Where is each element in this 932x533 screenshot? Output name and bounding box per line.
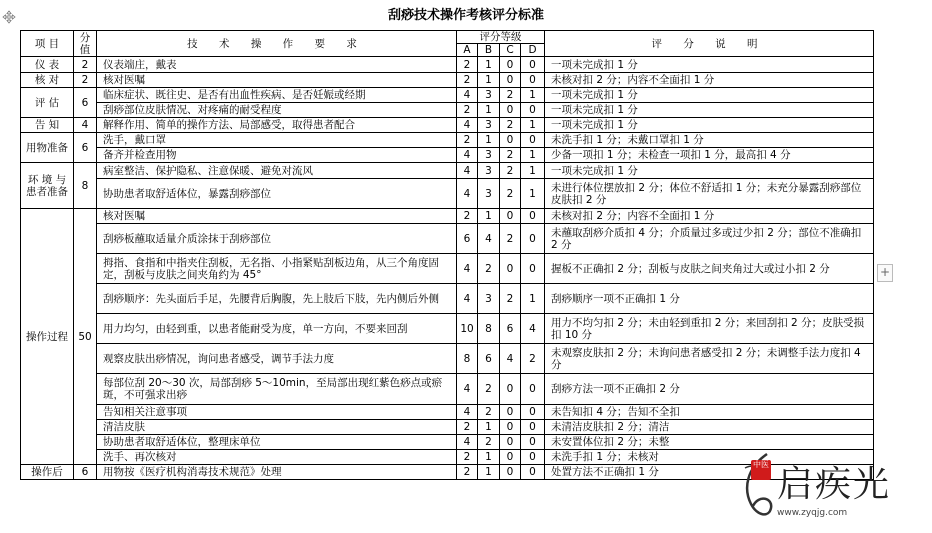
header-item: 项 目 [21, 31, 74, 57]
table-row [21, 163, 874, 179]
grade-c-cell: 0 [500, 374, 521, 405]
score-cell: 2 [74, 57, 97, 73]
requirement-cell: 核对医嘱 [97, 209, 457, 224]
requirement-cell: 临床症状、既往史、是否有出血性疾病、是否妊娠或经期 [97, 88, 457, 103]
watermark-seal: 中医 [751, 460, 771, 480]
header-grade-c: C [500, 44, 521, 57]
grade-c-cell: 4 [500, 344, 521, 374]
item-cell: 用物准备 [21, 133, 74, 163]
grade-d-cell: 0 [521, 450, 545, 465]
explanation-cell: 未清洁皮肤扣 2 分；清洁 [545, 420, 874, 435]
grade-b-cell: 1 [478, 57, 500, 73]
explanation-cell: 一项未完成扣 1 分 [545, 88, 874, 103]
grade-a-cell: 2 [457, 73, 478, 88]
grade-a-cell: 2 [457, 420, 478, 435]
table-row [21, 254, 874, 284]
grade-b-cell: 1 [478, 133, 500, 148]
table-row [21, 420, 874, 435]
grade-d-cell: 1 [521, 179, 545, 209]
requirement-cell: 观察皮肤出痧情况，询问患者感受，调节手法力度 [97, 344, 457, 374]
grade-a-cell: 4 [457, 118, 478, 133]
grade-c-cell: 2 [500, 118, 521, 133]
requirement-cell: 刮痧顺序：先头面后手足，先腰背后胸腹，先上肢后下肢，先内侧后外侧 [97, 284, 457, 314]
table-row [21, 179, 874, 209]
score-cell: 4 [74, 118, 97, 133]
grade-c-cell: 0 [500, 420, 521, 435]
explanation-cell: 用力不均匀扣 2 分；未由轻到重扣 2 分；来回刮扣 2 分；皮肤受损扣 10 分 [545, 314, 874, 344]
grade-d-cell: 1 [521, 148, 545, 163]
grade-c-cell: 0 [500, 209, 521, 224]
header-grade-b: B [478, 44, 500, 57]
requirement-cell: 告知相关注意事项 [97, 405, 457, 420]
grade-a-cell: 4 [457, 254, 478, 284]
item-cell: 评 估 [21, 88, 74, 118]
explanation-cell: 未洗手扣 1 分；未戴口罩扣 1 分 [545, 133, 874, 148]
header-grade-group: 评分等级 [457, 31, 545, 44]
grade-c-cell: 0 [500, 405, 521, 420]
grade-c-cell: 6 [500, 314, 521, 344]
requirement-cell: 每部位刮 20～30 次，局部刮痧 5～10min，至局部出现红紫色痧点或瘀斑，不可强求出痧 [97, 374, 457, 405]
grade-c-cell: 2 [500, 179, 521, 209]
table-row [21, 314, 874, 344]
watermark-brand: 启疾光 [777, 464, 892, 505]
requirement-cell: 洗手、再次核对 [97, 450, 457, 465]
grade-c-cell: 0 [500, 103, 521, 118]
grade-b-cell: 1 [478, 465, 500, 480]
grade-c-cell: 0 [500, 450, 521, 465]
header-score: 分值 [74, 31, 97, 57]
explanation-cell: 未告知扣 4 分；告知不全扣 [545, 405, 874, 420]
grade-b-cell: 3 [478, 284, 500, 314]
requirement-cell: 刮痧部位皮肤情况、对疼痛的耐受程度 [97, 103, 457, 118]
requirement-cell: 协助患者取舒适体位，整理床单位 [97, 435, 457, 450]
table-row [21, 405, 874, 420]
explanation-cell: 未安置体位扣 2 分；未整 [545, 435, 874, 450]
explanation-cell: 一项未完成扣 1 分 [545, 103, 874, 118]
table-row [21, 103, 874, 118]
grade-c-cell: 2 [500, 163, 521, 179]
item-cell: 环 境 与 患者准备 [21, 163, 74, 209]
grade-b-cell: 2 [478, 405, 500, 420]
explanation-cell: 未洗手扣 1 分；未核对 [545, 450, 874, 465]
explanation-cell: 未蘸取刮痧介质扣 4 分；介质量过多或过少扣 2 分；部位不准确扣 2 分 [545, 224, 874, 254]
grade-c-cell: 0 [500, 133, 521, 148]
scoring-table [20, 30, 874, 480]
table-row [21, 374, 874, 405]
score-cell: 6 [74, 133, 97, 163]
grade-d-cell: 0 [521, 465, 545, 480]
grade-a-cell: 8 [457, 344, 478, 374]
item-cell: 操作后 [21, 465, 74, 480]
table-row [21, 284, 874, 314]
grade-d-cell: 0 [521, 209, 545, 224]
watermark-url: www.zyqjg.com [777, 508, 848, 518]
table-row [21, 88, 874, 103]
grade-a-cell: 2 [457, 103, 478, 118]
item-cell: 仪 表 [21, 57, 74, 73]
grade-d-cell: 0 [521, 133, 545, 148]
grade-d-cell: 0 [521, 254, 545, 284]
requirement-cell: 仪表端庄，戴表 [97, 57, 457, 73]
grade-c-cell: 0 [500, 73, 521, 88]
table-row [21, 209, 874, 224]
explanation-cell: 一项未完成扣 1 分 [545, 163, 874, 179]
item-cell: 核 对 [21, 73, 74, 88]
header-requirement: 技 术 操 作 要 求 [97, 31, 457, 57]
explanation-cell: 一项未完成扣 1 分 [545, 57, 874, 73]
grade-d-cell: 1 [521, 88, 545, 103]
score-cell: 50 [74, 209, 97, 465]
explanation-cell: 少备一项扣 1 分；未检查一项扣 1 分，最高扣 4 分 [545, 148, 874, 163]
grade-b-cell: 4 [478, 224, 500, 254]
grade-a-cell: 2 [457, 465, 478, 480]
grade-b-cell: 2 [478, 435, 500, 450]
requirement-cell: 备齐并检查用物 [97, 148, 457, 163]
grade-b-cell: 3 [478, 88, 500, 103]
grade-d-cell: 0 [521, 57, 545, 73]
grade-a-cell: 4 [457, 374, 478, 405]
document-title: 刮痧技术操作考核评分标准 [387, 8, 544, 23]
table-row [21, 465, 874, 480]
grade-d-cell: 1 [521, 163, 545, 179]
grade-c-cell: 2 [500, 224, 521, 254]
item-cell: 操作过程 [21, 209, 74, 465]
table-row [21, 450, 874, 465]
grade-a-cell: 4 [457, 148, 478, 163]
grade-b-cell: 1 [478, 209, 500, 224]
requirement-cell: 刮痧板蘸取适量介质涂抹于刮痧部位 [97, 224, 457, 254]
table-row [21, 118, 874, 133]
grade-a-cell: 4 [457, 405, 478, 420]
grade-b-cell: 3 [478, 179, 500, 209]
grade-c-cell: 0 [500, 57, 521, 73]
score-cell: 8 [74, 163, 97, 209]
score-cell: 6 [74, 465, 97, 480]
grade-d-cell: 0 [521, 73, 545, 88]
explanation-cell: 未核对扣 2 分；内容不全面扣 1 分 [545, 209, 874, 224]
requirement-cell: 协助患者取舒适体位，暴露刮痧部位 [97, 179, 457, 209]
grade-a-cell: 4 [457, 163, 478, 179]
explanation-cell: 处置方法不正确扣 1 分 [545, 465, 874, 480]
table-row [21, 133, 874, 148]
table-row [21, 148, 874, 163]
grade-b-cell: 3 [478, 163, 500, 179]
grade-a-cell: 4 [457, 284, 478, 314]
grade-a-cell: 2 [457, 133, 478, 148]
requirement-cell: 洗手，戴口罩 [97, 133, 457, 148]
requirement-cell: 病室整洁、保护隐私、注意保暖、避免对流风 [97, 163, 457, 179]
grade-b-cell: 3 [478, 148, 500, 163]
explanation-cell: 未观察皮肤扣 2 分；未询问患者感受扣 2 分；未调整手法力度扣 4 分 [545, 344, 874, 374]
grade-d-cell: 1 [521, 284, 545, 314]
grade-a-cell: 4 [457, 435, 478, 450]
grade-b-cell: 1 [478, 73, 500, 88]
grade-d-cell: 0 [521, 405, 545, 420]
requirement-cell: 用物按《医疗机构消毒技术规范》处理 [97, 465, 457, 480]
grade-b-cell: 8 [478, 314, 500, 344]
header-explanation: 评 分 说 明 [545, 31, 874, 57]
grade-c-cell: 0 [500, 254, 521, 284]
grade-d-cell: 0 [521, 435, 545, 450]
grade-d-cell: 0 [521, 374, 545, 405]
item-cell: 告 知 [21, 118, 74, 133]
grade-b-cell: 1 [478, 450, 500, 465]
grade-b-cell: 1 [478, 420, 500, 435]
grade-a-cell: 10 [457, 314, 478, 344]
table-row [21, 57, 874, 73]
requirement-cell: 用力均匀，由轻到重，以患者能耐受为度，单一方向，不要来回刮 [97, 314, 457, 344]
header-grade-d: D [521, 44, 545, 57]
grade-d-cell: 0 [521, 420, 545, 435]
grade-b-cell: 3 [478, 118, 500, 133]
grade-c-cell: 2 [500, 88, 521, 103]
grade-b-cell: 2 [478, 374, 500, 405]
grade-a-cell: 4 [457, 179, 478, 209]
grade-d-cell: 4 [521, 314, 545, 344]
explanation-cell: 一项未完成扣 1 分 [545, 118, 874, 133]
table-row [21, 344, 874, 374]
grade-c-cell: 2 [500, 148, 521, 163]
score-cell: 6 [74, 88, 97, 118]
grade-d-cell: 0 [521, 224, 545, 254]
explanation-cell: 未核对扣 2 分；内容不全面扣 1 分 [545, 73, 874, 88]
grade-a-cell: 4 [457, 88, 478, 103]
requirement-cell: 解释作用、简单的操作方法、局部感受，取得患者配合 [97, 118, 457, 133]
requirement-cell: 核对医嘱 [97, 73, 457, 88]
explanation-cell: 刮痧顺序一项不正确扣 1 分 [545, 284, 874, 314]
explanation-cell: 未进行体位摆放扣 2 分；体位不舒适扣 1 分；未充分暴露刮痧部位皮肤扣 2 分 [545, 179, 874, 209]
grade-b-cell: 6 [478, 344, 500, 374]
explanation-cell: 刮痧方法一项不正确扣 2 分 [545, 374, 874, 405]
header-grade-a: A [457, 44, 478, 57]
grade-a-cell: 2 [457, 209, 478, 224]
grade-b-cell: 1 [478, 103, 500, 118]
grade-a-cell: 2 [457, 450, 478, 465]
explanation-cell: 握板不正确扣 2 分；刮板与皮肤之间夹角过大或过小扣 2 分 [545, 254, 874, 284]
add-column-button[interactable]: + [877, 264, 893, 282]
table-row [21, 73, 874, 88]
grade-c-cell: 0 [500, 435, 521, 450]
requirement-cell: 拇指、食指和中指夹住刮板，无名指、小指紧贴刮板边角，从三个角度固定，刮板与皮肤之间夹角约为 45° [97, 254, 457, 284]
requirement-cell: 清洁皮肤 [97, 420, 457, 435]
grade-d-cell: 2 [521, 344, 545, 374]
table-row [21, 224, 874, 254]
grade-a-cell: 6 [457, 224, 478, 254]
header-row [21, 31, 874, 44]
grade-a-cell: 2 [457, 57, 478, 73]
table-row [21, 435, 874, 450]
grade-c-cell: 0 [500, 465, 521, 480]
score-cell: 2 [74, 73, 97, 88]
grade-b-cell: 2 [478, 254, 500, 284]
grade-d-cell: 0 [521, 103, 545, 118]
grade-c-cell: 2 [500, 284, 521, 314]
grade-d-cell: 1 [521, 118, 545, 133]
